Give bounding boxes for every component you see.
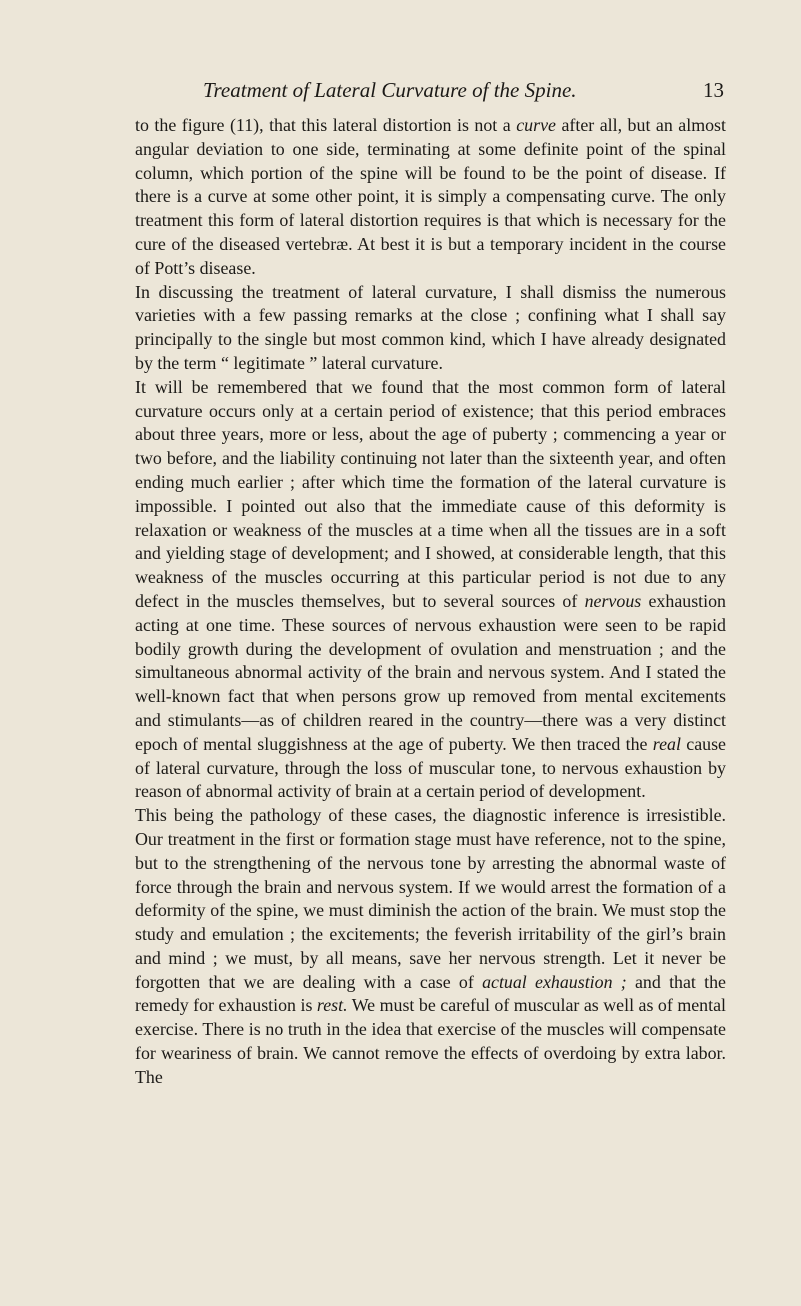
paragraph bbox=[135, 281, 726, 376]
text-run: This being the pathology of these cases, the diagnostic inference is irresistible. Our treatment in the first or formation stage must have reference, not to the spine, but to the strengthening of the nervous tone by arresting the abnormal waste of force through the brain and nervous system. If we would arrest the formation of a deformity of the spine, we must diminish the action of the brain. We must stop the study and emulation ; the excitements; the feverish irritability of the girl’s brain and mind ; we must, by all means, save her nervous strength. Let it never be forgotten that we are dealing with a case of bbox=[135, 805, 726, 992]
text-run: to the figure (11), that this lateral distortion is not a bbox=[135, 115, 517, 135]
paragraph bbox=[135, 114, 726, 281]
running-title: Treatment of Lateral Curvature of the Spine. bbox=[203, 78, 577, 102]
text-run: after all, but an almost angular deviation to one side, terminating at some definite point of the spinal column, which portion of the spine will be found to be the point of disease. If there is a curve at some other point, it is simply a compensating curve. The only treatment this form of lateral distortion requires is that which is necessary for the cure of the diseased vertebræ. At best it is but a temporary incident in the course of Pott’s disease. bbox=[135, 115, 726, 278]
text-run: cause of lateral curvature, through the loss of muscular tone, to nervous exhaustion by reason of abnormal activity of brain at a certain period of development. bbox=[135, 733, 727, 802]
italic-text: nervous bbox=[584, 590, 642, 611]
text-run: In discussing the treatment of lateral curvature, I shall dismiss the numerous varieties with a few passing remarks at the close ; confining what I shall say principally to the single but most common kind, which I have already designated by the term “ legitimate ” lateral curvature. bbox=[135, 281, 726, 373]
page-number: 13 bbox=[703, 78, 724, 102]
italic-text: real bbox=[652, 733, 681, 754]
paragraph bbox=[135, 804, 726, 1090]
text-run: and that the remedy for exhaustion is bbox=[135, 971, 726, 1016]
text-run: It will be remembered that we found that the most common form of lateral curvature occurs only at a certain period of existence; that this period embraces about three years, more or less, about the age of puberty ; commencing a year or two before, and the liability continuing not later than the sixteenth year, and often ending much earlier ; after which time the formation of the lateral curvature is impossible. I pointed out also that the immediate cause of this deformity is relaxation or weakness of the muscles at a time when all the tissues are in a soft and yielding stage of development; and I showed, at considerable length, that this weakness of the muscles occurring at this particular period is not due to any defect in the muscles themselves, but to several sources of bbox=[135, 376, 726, 611]
text-run: We must be careful of muscular as well as of mental exercise. There is no truth in the idea that exercise of the muscles will compensate for weariness of brain. We cannot remove the effects of overdoing by extra labor. The bbox=[135, 995, 727, 1087]
page-header bbox=[135, 78, 726, 108]
paragraph bbox=[135, 376, 726, 804]
italic-text: rest. bbox=[316, 995, 348, 1016]
italic-text: curve bbox=[516, 115, 556, 135]
text-run: exhaustion acting at one time. These sources of nervous exhaustion were seen to be rapid bodily growth during the development of ovulation and menstruation ; and the simultaneous abnormal activity of the brain and nervous system. And I stated the well-known fact that when persons grow up removed from mental excitements and stimulants—as of children reared in the country—there was a very distinct epoch of mental sluggishness at the age of puberty. We then traced the bbox=[135, 590, 726, 754]
italic-text: actual exhaustion ; bbox=[482, 971, 627, 992]
body-text bbox=[135, 114, 726, 1090]
